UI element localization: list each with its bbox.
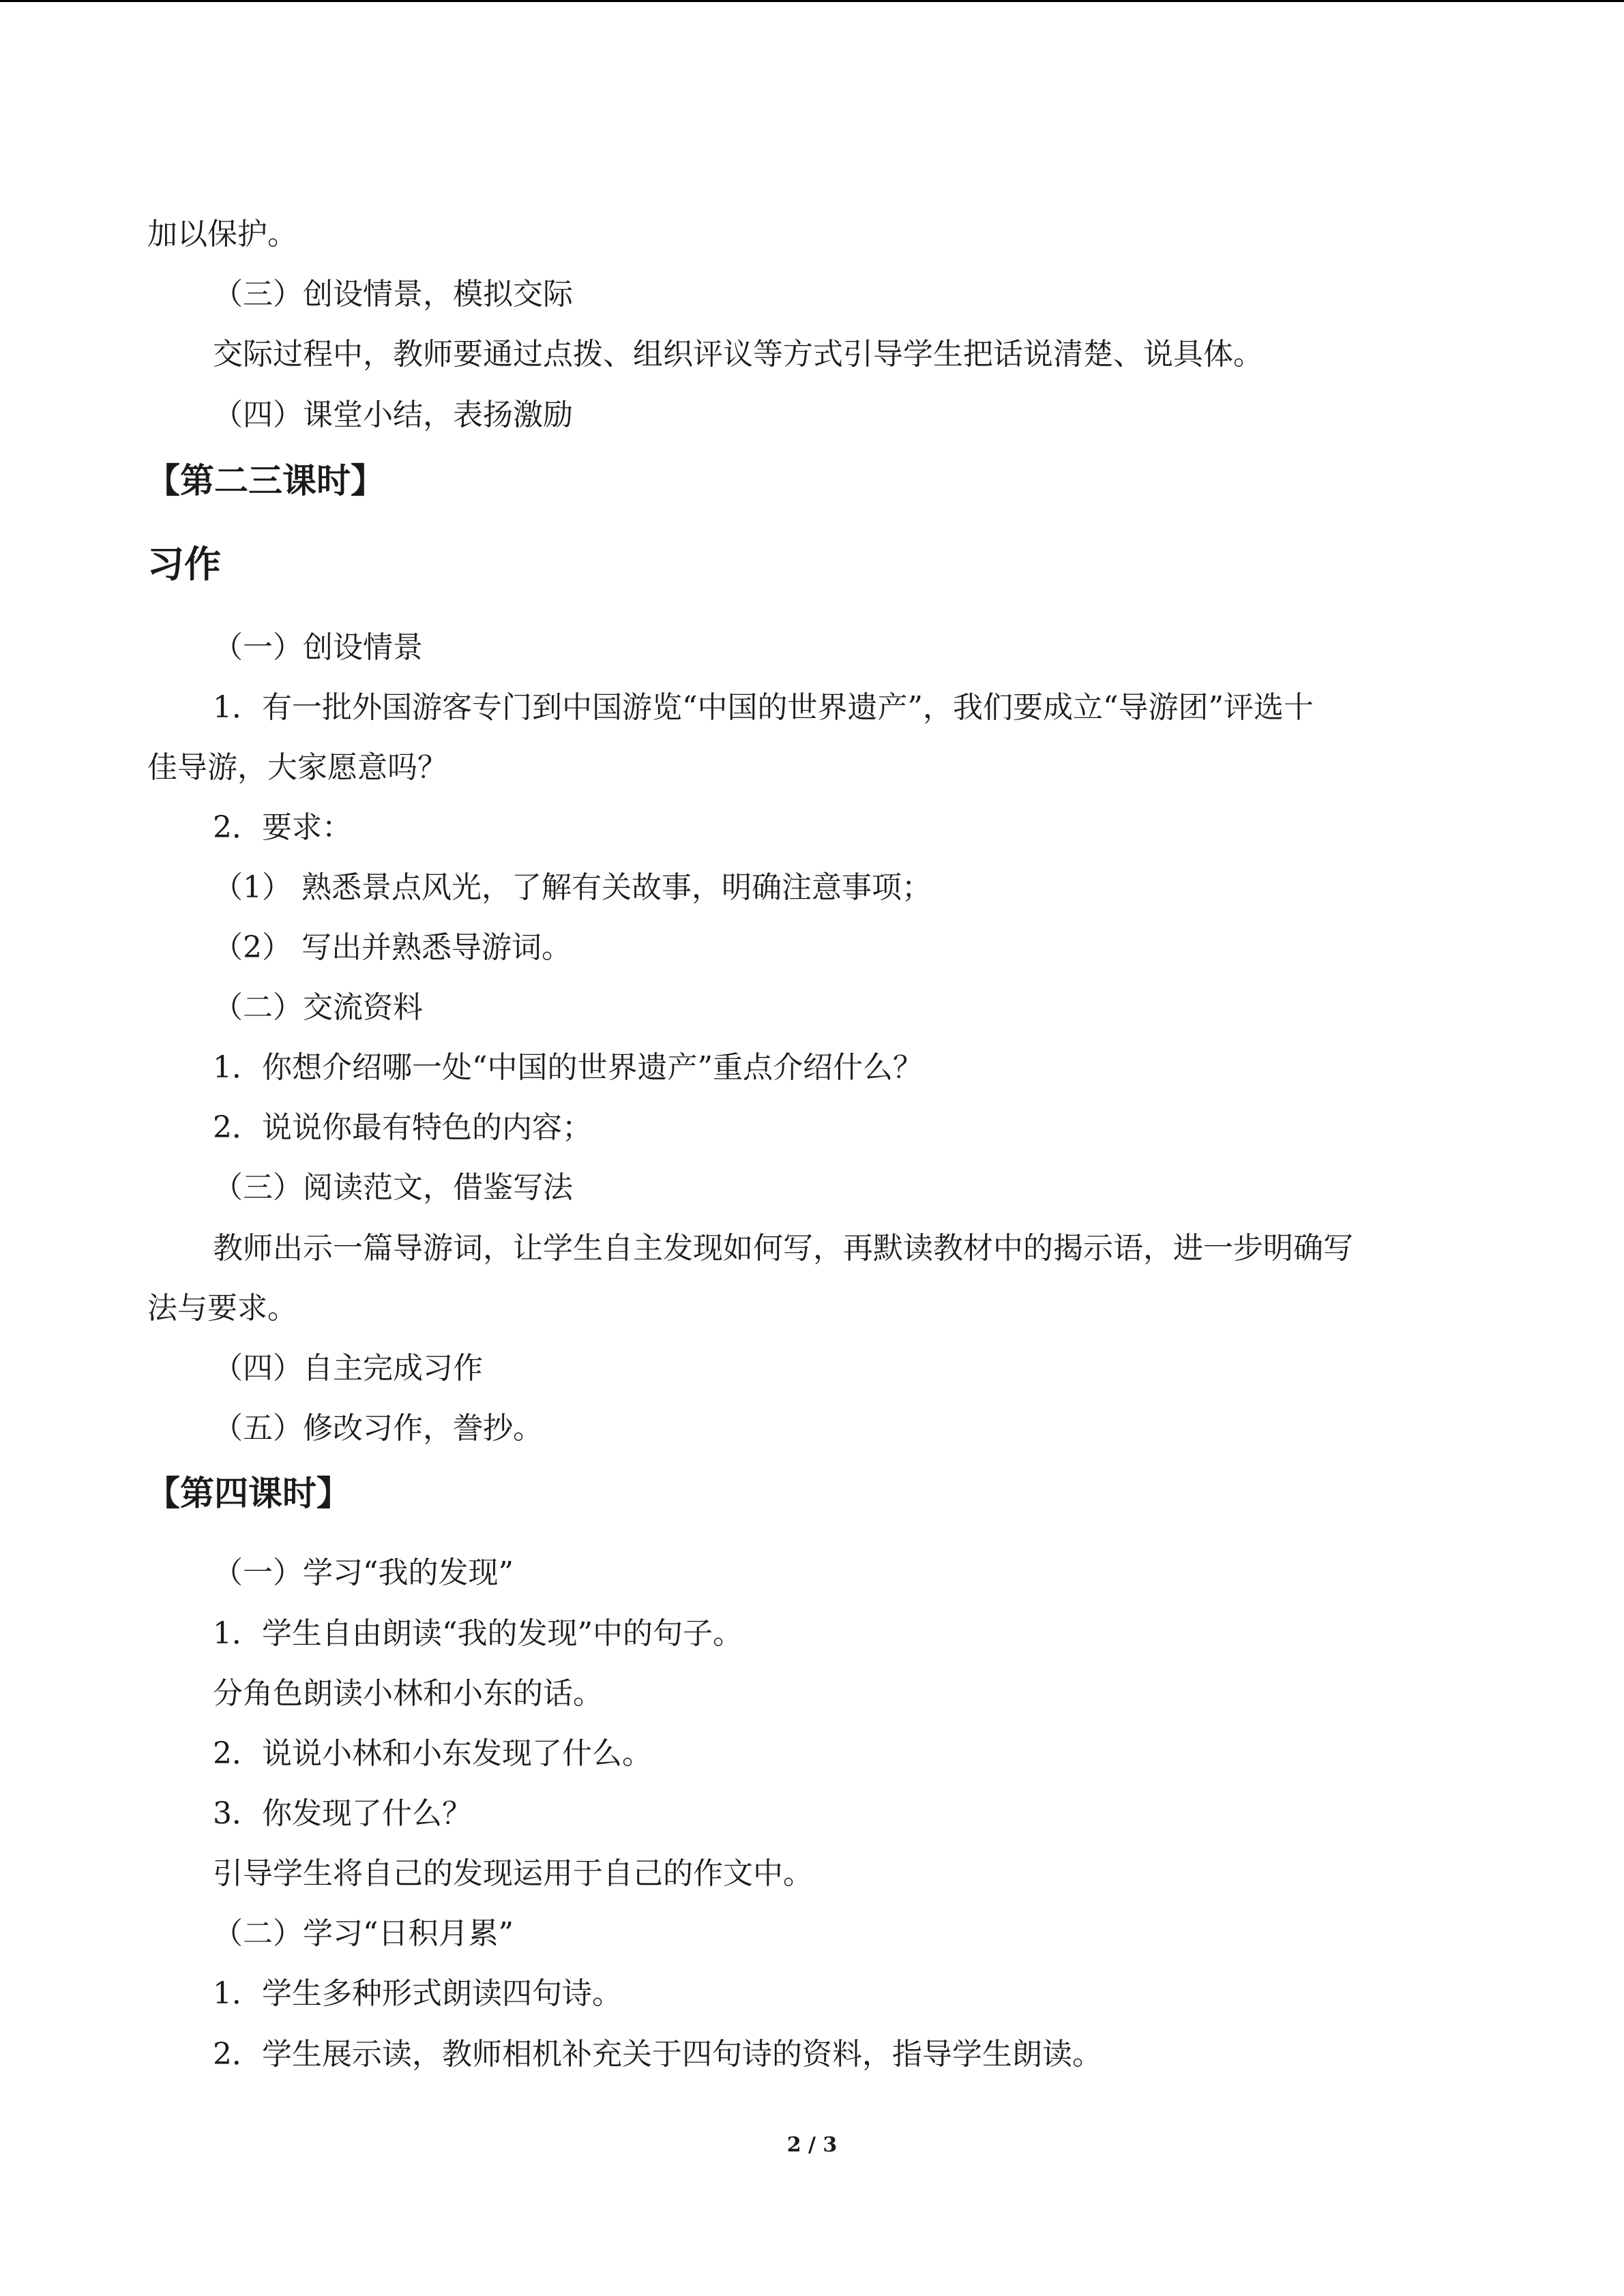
step-heading: （四）课堂小结，表扬激励 bbox=[213, 398, 573, 432]
paragraph: 教师出示一篇导游词，让学生自主发现如何写，再默读教材中的揭示语，进一步明确写 bbox=[213, 1231, 1353, 1266]
list-item: 1．学生多种形式朗读四句诗。 bbox=[213, 1976, 622, 2011]
lesson-heading: 【第四课时】 bbox=[146, 1474, 351, 1513]
list-item: 2．学生展示读，教师相机补充关于四句诗的资料，指导学生朗读。 bbox=[213, 2037, 1102, 2072]
paragraph: 分角色朗读小林和小东的话。 bbox=[213, 1676, 603, 1711]
paragraph: 引导学生将自己的发现运用于自己的作文中。 bbox=[213, 1856, 813, 1891]
paragraph: 交际过程中，教师要通过点拨、组织评议等方式引导学生把话说清楚、说具体。 bbox=[213, 337, 1263, 372]
list-item: 2．说说小林和小东发现了什么。 bbox=[213, 1736, 652, 1771]
page-number: 2 / 3 bbox=[786, 2133, 838, 2157]
list-item: 3．你发现了什么？ bbox=[213, 1796, 472, 1831]
section-heading: 习作 bbox=[147, 543, 221, 586]
step-heading: （五）修改习作，誊抄。 bbox=[213, 1411, 543, 1446]
paragraph-continuation: 法与要求。 bbox=[147, 1291, 297, 1326]
list-item: 2．要求： bbox=[213, 810, 352, 845]
step-heading: （二）学习“日积月累” bbox=[213, 1916, 514, 1951]
list-item: 1．有一批外国游客专门到中国游览“中国的世界遗产”，我们要成立“导游团”评选十 bbox=[213, 690, 1314, 725]
step-heading: （四）自主完成习作 bbox=[213, 1351, 483, 1386]
list-item-continuation: 佳导游，大家愿意吗？ bbox=[147, 750, 447, 785]
step-heading: （二）交流资料 bbox=[213, 990, 423, 1025]
list-item: 1．你想介绍哪一处“中国的世界遗产”重点介绍什么？ bbox=[213, 1050, 923, 1085]
top-border-line bbox=[0, 0, 1624, 2]
step-heading: （一）学习“我的发现” bbox=[213, 1555, 514, 1590]
step-heading: （三）创设情景，模拟交际 bbox=[213, 277, 573, 312]
requirement-item: （1） 熟悉景点风光，了解有关故事，明确注意事项； bbox=[213, 870, 932, 905]
list-item: 1．学生自由朗读“我的发现”中的句子。 bbox=[213, 1616, 743, 1651]
requirement-item: （2） 写出并熟悉导游词。 bbox=[213, 930, 572, 965]
step-heading: （三）阅读范文，借鉴写法 bbox=[213, 1170, 573, 1205]
paragraph-continuation: 加以保护。 bbox=[147, 217, 297, 252]
list-item: 2．说说你最有特色的内容； bbox=[213, 1110, 592, 1145]
lesson-heading: 【第二三课时】 bbox=[146, 461, 385, 501]
step-heading: （一）创设情景 bbox=[213, 630, 423, 665]
